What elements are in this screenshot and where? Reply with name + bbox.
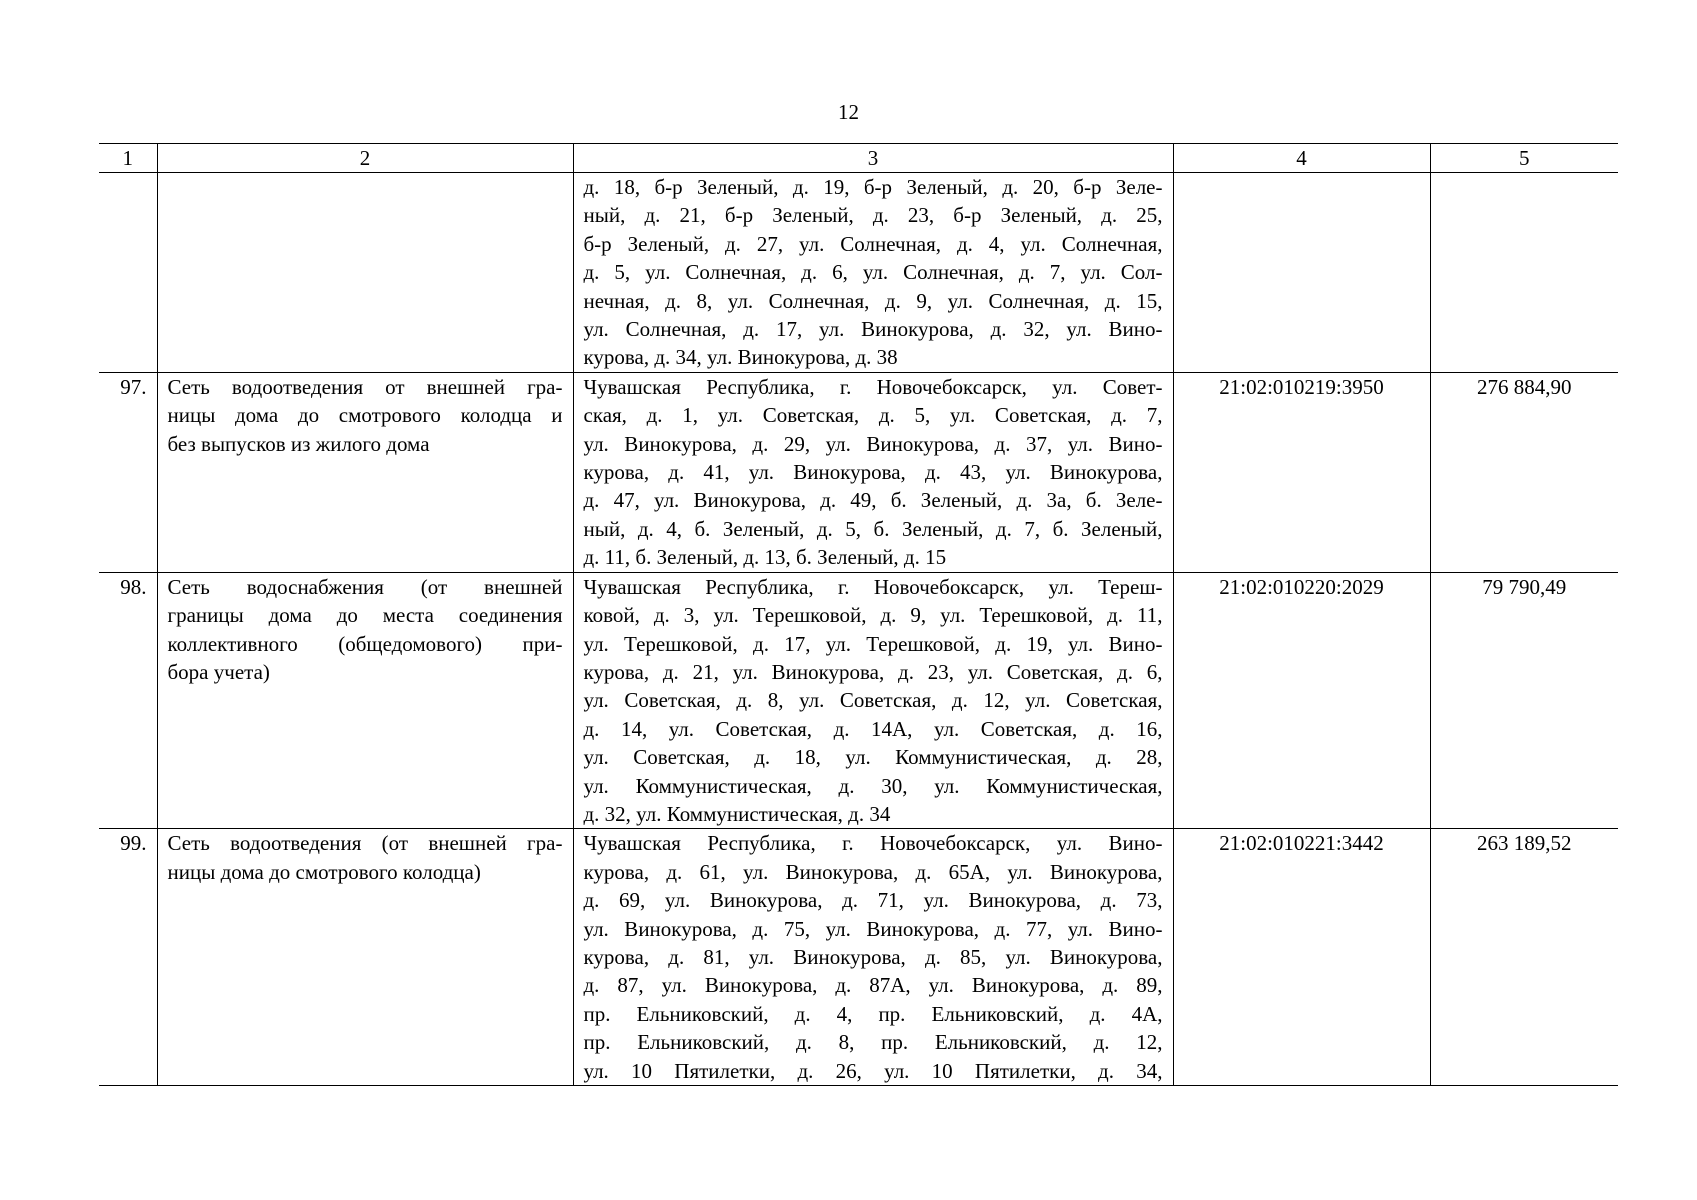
object-name-line: коллективного (общедомового) при-: [167, 631, 563, 656]
object-name-line: ницы дома до смотрового колодца): [167, 859, 481, 884]
object-address-line: ул. Советская, д. 8, ул. Советская, д. 12, ул. Советская,: [583, 688, 1163, 713]
object-address-line: ул. Коммунистическая, д. 30, ул. Коммунистическая,: [583, 773, 1163, 798]
object-address-line: ковой, д. 3, ул. Терешковой, д. 9, ул. Терешковой, д. 11,: [583, 603, 1163, 628]
object-address-line: ул. Солнечная, д. 17, ул. Винокурова, д. 32, ул. Вино-: [583, 317, 1163, 342]
row-number: 98.: [99, 572, 157, 829]
property-table: [99, 143, 1618, 1086]
object-address-line: д. 32, ул. Коммунистическая, д. 34: [583, 801, 891, 826]
header-col-1: 1: [99, 144, 157, 173]
object-address-line: курова, д. 81, ул. Винокурова, д. 85, ул. Винокурова,: [583, 944, 1163, 969]
cadastral-number: 21:02:010221:3442: [1173, 829, 1430, 1086]
object-name-line: без выпусков из жилого дома: [167, 431, 430, 456]
value-cell: 263 189,52: [1430, 829, 1618, 1086]
object-address-line: ный, д. 4, б. Зеленый, д. 5, б. Зеленый, д. 7, б. Зеленый,: [583, 516, 1163, 541]
object-address-line: ул. Винокурова, д. 75, ул. Винокурова, д. 77, ул. Вино-: [583, 916, 1163, 941]
table-body: [99, 173, 1618, 1086]
object-address: [573, 372, 1173, 572]
object-address-line: д. 18, б-р Зеленый, д. 19, б-р Зеленый, д. 20, б-р Зеле-: [583, 175, 1163, 199]
object-address-line: курова, д. 61, ул. Винокурова, д. 65А, ул. Винокурова,: [583, 859, 1163, 884]
object-name: [157, 572, 573, 829]
object-name: [157, 372, 573, 572]
object-name: [157, 829, 573, 1086]
object-address-line: нечная, д. 8, ул. Солнечная, д. 9, ул. Солнечная, д. 15,: [583, 288, 1163, 313]
object-address-line: пр. Ельниковский, д. 4, пр. Ельниковский, д. 4А,: [583, 1001, 1163, 1026]
object-name-line: Сеть водоотведения от внешней гра-: [167, 374, 563, 399]
table-row: [99, 572, 1618, 829]
object-address-line: пр. Ельниковский, д. 8, пр. Ельниковский, д. 12,: [583, 1030, 1163, 1055]
object-name-line: бора учета): [167, 659, 270, 684]
row-number: 99.: [99, 829, 157, 1086]
object-address-line: Чувашская Республика, г. Новочебоксарск, ул. Тереш-: [583, 574, 1163, 599]
object-address-line: курова, д. 34, ул. Винокурова, д. 38: [583, 345, 898, 370]
object-address-line: Чувашская Республика, г. Новочебоксарск, ул. Вино-: [583, 831, 1163, 856]
cadastral-number: 21:02:010220:2029: [1173, 572, 1430, 829]
object-address-line: б-р Зеленый, д. 27, ул. Солнечная, д. 4, ул. Солнечная,: [583, 231, 1163, 256]
cadastral-number: 21:02:010219:3950: [1173, 372, 1430, 572]
object-address-line: ул. 10 Пятилетки, д. 26, ул. 10 Пятилетки, д. 34,: [583, 1058, 1163, 1083]
object-address: [573, 829, 1173, 1086]
object-address-line: д. 11, б. Зеленый, д. 13, б. Зеленый, д. 15: [583, 545, 947, 570]
object-address-line: д. 5, ул. Солнечная, д. 6, ул. Солнечная, д. 7, ул. Сол-: [583, 260, 1163, 285]
object-name-line: Сеть водоснабжения (от внешней: [167, 574, 563, 599]
value-cell: 276 884,90: [1430, 372, 1618, 572]
table-header: [99, 144, 1618, 173]
object-name: [157, 173, 573, 373]
header-col-2: 2: [157, 144, 573, 173]
object-address-line: курова, д. 21, ул. Винокурова, д. 23, ул. Советская, д. 6,: [583, 659, 1163, 684]
object-address-line: ул. Винокурова, д. 29, ул. Винокурова, д. 37, ул. Вино-: [583, 431, 1163, 456]
object-address: [573, 173, 1173, 373]
object-address-line: ская, д. 1, ул. Советская, д. 5, ул. Советская, д. 7,: [583, 403, 1163, 428]
object-address-line: курова, д. 41, ул. Винокурова, д. 43, ул. Винокурова,: [583, 460, 1163, 485]
object-address-line: ул. Терешковой, д. 17, ул. Терешковой, д. 19, ул. Вино-: [583, 631, 1163, 656]
value-cell: [1430, 173, 1618, 373]
object-address-line: ул. Советская, д. 18, ул. Коммунистическая, д. 28,: [583, 745, 1163, 770]
cadastral-number: [1173, 173, 1430, 373]
object-address-line: д. 87, ул. Винокурова, д. 87А, ул. Винокурова, д. 89,: [583, 973, 1163, 998]
value-cell: 79 790,49: [1430, 572, 1618, 829]
object-address-line: д. 47, ул. Винокурова, д. 49, б. Зеленый, д. 3а, б. Зеле-: [583, 488, 1163, 513]
page-number: 12: [838, 100, 859, 124]
row-number: 97.: [99, 372, 157, 572]
object-name-line: Сеть водоотведения (от внешней гра-: [167, 831, 563, 856]
header-col-3: 3: [573, 144, 1173, 173]
header-col-5: 5: [1430, 144, 1618, 173]
object-address: [573, 572, 1173, 829]
object-name-line: ницы дома до смотрового колодца и: [167, 403, 563, 428]
header-row: [99, 144, 1618, 173]
header-col-4: 4: [1173, 144, 1430, 173]
object-address-line: ный, д. 21, б-р Зеленый, д. 23, б-р Зеленый, д. 25,: [583, 203, 1163, 228]
table-row: [99, 173, 1618, 373]
row-number: [99, 173, 157, 373]
object-address-line: Чувашская Республика, г. Новочебоксарск, ул. Совет-: [583, 374, 1163, 399]
table-row: [99, 829, 1618, 1086]
object-address-line: д. 69, ул. Винокурова, д. 71, ул. Винокурова, д. 73,: [583, 888, 1163, 913]
object-address-line: д. 14, ул. Советская, д. 14А, ул. Советская, д. 16,: [583, 716, 1163, 741]
table-row: [99, 372, 1618, 572]
object-name-line: границы дома до места соединения: [167, 603, 563, 628]
